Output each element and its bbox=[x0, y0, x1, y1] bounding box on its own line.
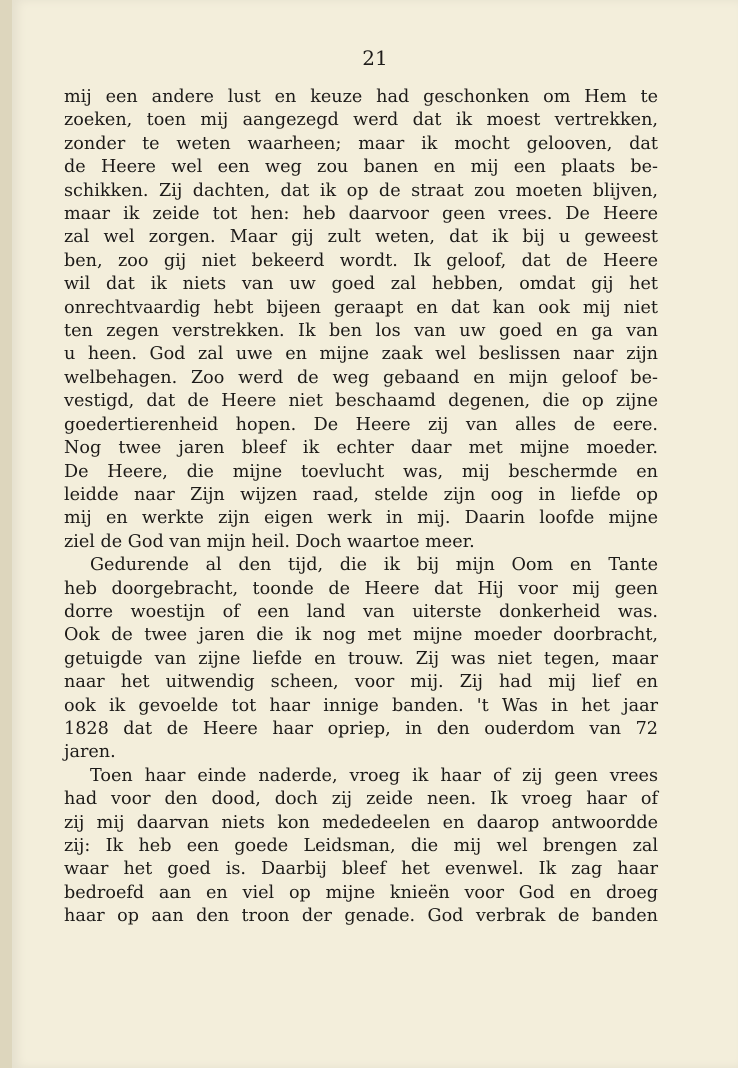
text-line: naar het uitwendig scheen, voor mij. Zij had mij lief en bbox=[64, 672, 658, 693]
text-line: bedroefd aan en viel op mijne knieën voor God en droeg bbox=[64, 882, 658, 903]
text-line: jaren. bbox=[64, 742, 116, 763]
text-line: ten zegen verstrekken. Ik ben los van uw goed en ga van bbox=[64, 321, 658, 342]
book-page bbox=[12, 0, 738, 1068]
text-line: getuigde van zijne liefde en trouw. Zij was niet tegen, maar bbox=[64, 648, 658, 669]
text-line: waar het goed is. Daarbij bleef het evenwel. Ik zag haar bbox=[64, 859, 658, 880]
text-line: Ook de twee jaren die ik nog met mijne moeder doorbracht, bbox=[64, 625, 658, 646]
text-line: Gedurende al den tijd, die ik bij mijn Oom en Tante bbox=[90, 555, 658, 576]
text-line: maar ik zeide tot hen: heb daarvoor geen vrees. De Heere bbox=[64, 204, 658, 225]
text-line: schikken. Zij dachten, dat ik op de straat zou moeten blijven, bbox=[64, 180, 658, 201]
text-line: Toen haar einde naderde, vroeg ik haar of zij geen vrees bbox=[90, 765, 658, 786]
text-line: onrechtvaardig hebt bijeen geraapt en dat kan ook mij niet bbox=[64, 297, 658, 318]
text-line: haar op aan den troon der genade. God verbrak de banden bbox=[64, 906, 658, 927]
text-line: mij een andere lust en keuze had geschonken om Hem te bbox=[64, 87, 658, 107]
page-number: 21 bbox=[362, 46, 388, 70]
text-line: welbehagen. Zoo werd de weg gebaand en mijn geloof be- bbox=[64, 367, 658, 388]
text-line: mij en werkte zijn eigen werk in mij. Daarin loofde mijne bbox=[64, 508, 658, 529]
text-line: ben, zoo gij niet bekeerd wordt. Ik geloof, dat de Heere bbox=[64, 250, 658, 271]
text-line: u heen. God zal uwe en mijne zaak wel beslissen naar zijn bbox=[64, 344, 658, 365]
text-line: 1828 dat de Heere haar opriep, in den ouderdom van 72 bbox=[64, 718, 658, 739]
text-line: ook ik gevoelde tot haar innige banden. 't Was in het jaar bbox=[64, 695, 658, 716]
text-line: de Heere wel een weg zou banen en mij een plaats be- bbox=[64, 157, 658, 178]
text-line: zoeken, toen mij aangezegd werd dat ik moest vertrekken, bbox=[64, 110, 658, 131]
text-line: wil dat ik niets van uw goed zal hebben, omdat gij het bbox=[64, 274, 658, 295]
text-line: heb doorgebracht, toonde de Heere dat Hij voor mij geen bbox=[64, 578, 658, 599]
text-line: vestigd, dat de Heere niet beschaamd degenen, die op zijne bbox=[64, 391, 658, 412]
text-line: De Heere, die mijne toevlucht was, mij beschermde en bbox=[64, 461, 658, 482]
paragraph-2 bbox=[64, 554, 658, 765]
text-line: dorre woestijn of een land van uiterste donkerheid was. bbox=[64, 601, 658, 622]
body-text bbox=[64, 86, 658, 929]
text-line: zij mij daarvan niets kon mededeelen en daarop antwoordde bbox=[64, 812, 658, 833]
text-line: zonder te weten waarheen; maar ik mocht gelooven, dat bbox=[64, 133, 658, 154]
paragraph-1 bbox=[64, 86, 658, 554]
text-line: had voor den dood, doch zij zeide neen. Ik vroeg haar of bbox=[64, 789, 658, 810]
text-line: ziel de God van mijn heil. Doch waartoe meer. bbox=[64, 531, 475, 552]
text-line: zal wel zorgen. Maar gij zult weten, dat ik bij u geweest bbox=[64, 227, 658, 248]
text-line: zij: Ik heb een goede Leidsman, die mij wel brengen zal bbox=[64, 836, 658, 856]
text-line: Nog twee jaren bleef ik echter daar met mijne moeder. bbox=[64, 438, 658, 459]
text-line: goedertierenheid hopen. De Heere zij van alles de eere. bbox=[64, 414, 658, 435]
text-line: leidde naar Zijn wijzen raad, stelde zijn oog in liefde op bbox=[64, 484, 658, 505]
paragraph-3 bbox=[64, 765, 658, 929]
